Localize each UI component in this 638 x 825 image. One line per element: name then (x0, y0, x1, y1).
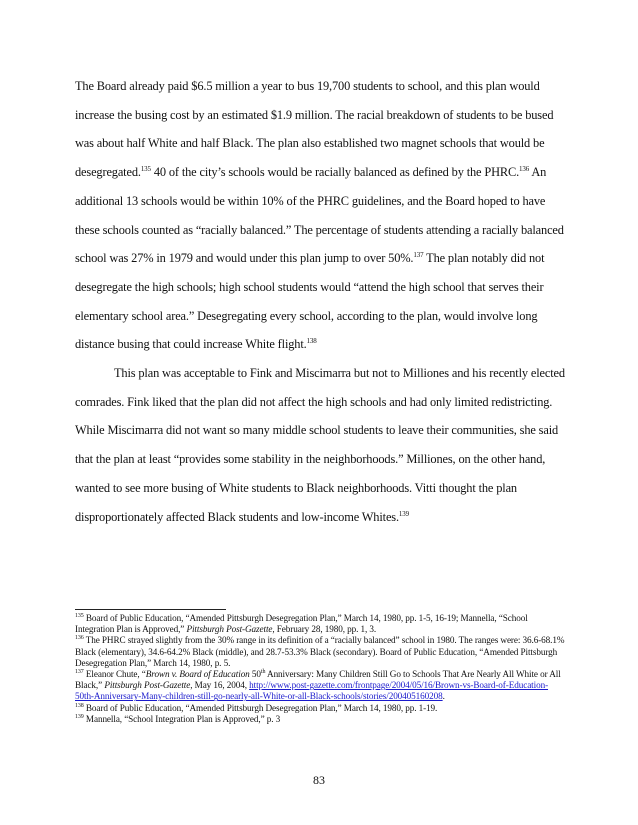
footnote-number: 139 (75, 713, 84, 720)
footnote: $^{138}$ Board of Public Education, “Amended Pittsburgh Desegregation Plan,” March 14, 1980, pp. 1-19. (75, 702, 438, 713)
italic-title: Pittsburgh Post-Gazette (186, 624, 273, 635)
footnote-number: 136 (75, 635, 84, 642)
footnote-reference: 136 (519, 165, 530, 174)
italic-title: Pittsburgh Post-Gazette (104, 680, 191, 691)
footnote: $^{135}$ Board of Public Education, “Amended Pittsburgh Desegregation Plan,” March 14, 1980, pp. 1-5, 16-19; Mannella, “School Integration Plan is Approved,” Pittsburgh Post-Gazette, February 28, 1980, pp. 1, 3. (75, 613, 528, 635)
paragraph: This plan was acceptable to Fink and Miscimarra but not to Milliones and his recently elected comrades. Fink liked that the plan did not affect the high schools and had only limited redistricting. While Miscimarra did not want so many middle school students to leave their communities, she said that the plan at least “provides some stability in the neighborhoods.” Milliones, on the other hand, wanted to see more busing of White students to Black neighborhoods. Vitti thought the plan disproportionately affected Black students and low-income Whites.$^{139}$ (75, 366, 565, 524)
footnote: $^{136}$ The PHRC strayed slightly from the 30% range in its definition of a “racially balanced” school in 1980. The ranges were: 36.6-68.1% Black (elementary), 34.6-64.2% Black (middle), and 28.7-53.3% Black (secondary). Board of Public Education, “Amended Pittsburgh Desegregation Plan,” March 14, 1980, p. 5. (75, 635, 565, 668)
footnote: $^{137}$ Eleanor Chute, “Brown v. Board of Education 50th Anniversary: Many Children Still Go to Schools That Are Nearly All White or All Black,” Pittsburgh Post-Gazette, May 16, 2004, http://www.post-gazette.com/frontpage/2004/05/16/Brown-vs-Board-of-Education-50th-Anniversary-Many-children-still-go-nearly-all-White-or-all-Black-schools/stories/200405160208. (75, 669, 561, 702)
body-text (75, 72, 565, 531)
footnote-reference: 138 (306, 337, 317, 346)
footnotes (75, 613, 565, 725)
footnote-reference: 137 (413, 251, 424, 260)
footnote-separator (75, 609, 226, 610)
footnote-number: 138 (75, 702, 84, 709)
footnote-reference: 135 (140, 165, 151, 174)
footnote-number: 137 (75, 669, 84, 676)
footnote: $^{139}$ Mannella, “School Integration Plan is Approved,” p. 3 (75, 713, 281, 724)
footnote-reference: th (260, 669, 266, 676)
page-number: 83 (313, 773, 325, 787)
italic-title: Brown v. Board of Education (145, 669, 250, 680)
footnote-number: 135 (75, 613, 84, 619)
footnote-reference: 139 (398, 509, 409, 518)
citation-link[interactable]: http://www.post-gazette.com/frontpage/2004/05/16/Brown-vs-Board-of-Education-50th-Anniversary-Many-children-still-go-nearly-all-White-or-all-Black-schools/stories/200405160208 (75, 680, 549, 702)
paragraph: The Board already paid $6.5 million a year to bus 19,700 students to school, and this plan would increase the busing cost by an estimated $1.9 million. The racial breakdown of students to be bused was about half White and half Black. The plan also established two magnet schools that would be desegregated.$^{135}$ 40 of the city’s schools would be racially balanced as defined by the PHRC.$^{136}$ An additional 13 schools would be within 10% of the PHRC guidelines, and the Board hoped to have these schools counted as “racially balanced.” The percentage of students attending a racially balanced school was 27% in 1979 and would under this plan jump to over 50%.$^{137}$ The plan notably did not desegregate the high schools; high school students would “attend the high school that serves their elementary school area.” Desegregating every school, according to the plan, would involve long distance busing that could increase White flight.$^{138}$ (75, 79, 564, 352)
